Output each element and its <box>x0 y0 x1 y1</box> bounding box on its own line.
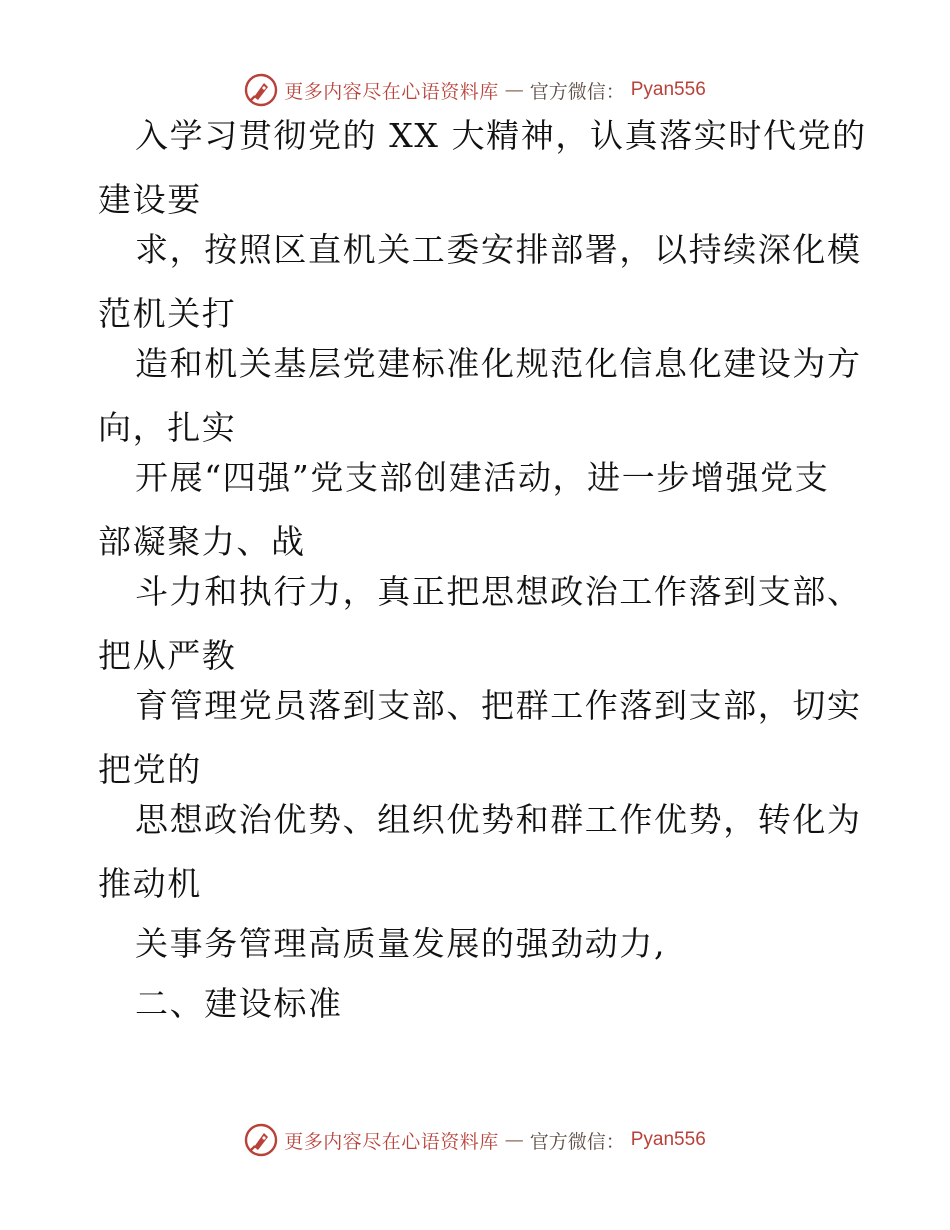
watermark-banner-top <box>0 70 950 110</box>
body-line: 部凝聚力、战 <box>98 522 306 561</box>
body-line: 入学习贯彻党的 XX 大精神，认真落实时代党的 <box>135 116 867 155</box>
watermark-site-text: 更多内容尽在心语资料库 <box>284 1130 499 1153</box>
body-line: 建设要 <box>98 180 202 219</box>
document-body <box>98 116 867 1034</box>
watermark-banner-bottom <box>0 1120 950 1160</box>
body-line: 斗力和执行力，真正把思想政治工作落到支部、 <box>135 572 862 611</box>
watermark-wechat-id: Pyan556 <box>630 79 706 100</box>
body-line: 育管理党员落到支部、把群工作落到支部，切实 <box>135 686 862 725</box>
body-line: 把党的 <box>98 750 202 789</box>
body-line: 造和机关基层党建标准化规范化信息化建设为方 <box>135 344 862 383</box>
pen-nib-logo-icon <box>244 1123 278 1157</box>
body-line: 把从严教 <box>98 636 237 675</box>
watermark-site-text: 更多内容尽在心语资料库 <box>284 80 499 103</box>
body-line: 求，按照区直机关工委安排部署，以持续深化模 <box>135 230 862 269</box>
watermark-separator: — <box>504 1129 524 1151</box>
watermark-wechat-label: 官方微信： <box>529 1130 625 1153</box>
body-line: 推动机 <box>98 864 202 903</box>
body-line: 开展“四强”党支部创建活动，进一步增强党支 <box>135 458 830 497</box>
watermark-separator: — <box>504 79 524 101</box>
watermark-wechat-id: Pyan556 <box>630 1129 706 1150</box>
body-line: 向，扎实 <box>98 408 237 447</box>
watermark-wechat-label: 官方微信： <box>529 80 625 103</box>
body-line: 范机关打 <box>98 294 237 333</box>
body-line: 思想政治优势、组织优势和群工作优势，转化为 <box>135 800 862 839</box>
pen-nib-logo-icon <box>244 73 278 107</box>
body-line: 关事务管理高质量发展的强劲动力, <box>135 924 667 963</box>
section-heading: 二、建设标准 <box>135 984 343 1023</box>
